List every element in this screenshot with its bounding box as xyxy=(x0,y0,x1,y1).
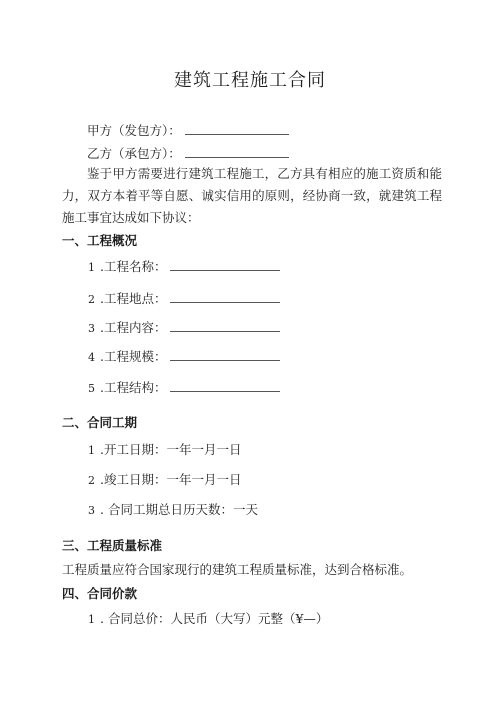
list-item: 1 .开工日期：一年一月一日 xyxy=(88,442,242,457)
contract-title: 建筑工程施工合同 xyxy=(174,70,326,91)
fill-blank xyxy=(170,258,280,271)
section-4-heading: 四、合同价款 xyxy=(62,586,138,601)
list-item: 3 . 合同工期总日历天数：一天 xyxy=(88,502,258,517)
list-item: 1 . 合同总价：人民币（大写）元整（¥—） xyxy=(88,611,329,626)
fill-blank xyxy=(170,379,280,392)
party-a-blank xyxy=(185,122,289,135)
fill-blank xyxy=(170,348,280,361)
list-item: 4 .工程规模： xyxy=(88,348,280,366)
section-1-heading: 一、工程概况 xyxy=(62,233,138,248)
fill-blank xyxy=(170,290,280,303)
list-item: 1 .工程名称： xyxy=(88,258,280,276)
section-2-heading: 二、合同工期 xyxy=(62,415,138,430)
preamble-paragraph: 鉴于甲方需要进行建筑工程施工，乙方具有相应的施工资质和能力，双方本着平等自愿、诚实信用的原则，经协商一致，就建筑工程施工事宜达成如下协议： xyxy=(62,166,442,225)
list-item: 3 .工程内容： xyxy=(88,319,280,337)
list-item: 5 .工程结构： xyxy=(88,379,280,397)
party-a-line xyxy=(87,122,289,139)
party-b-line xyxy=(87,145,289,162)
section-3-heading: 三、工程质量标准 xyxy=(62,538,163,553)
party-b-label: 乙方（承包方）： xyxy=(87,146,181,161)
party-a-label: 甲方（发包方）： xyxy=(87,123,181,138)
party-b-blank xyxy=(185,145,289,158)
fill-blank xyxy=(170,319,280,332)
section-3-body: 工程质量应符合国家现行的建筑工程质量标准，达到合格标准。 xyxy=(62,562,413,577)
list-item: 2 .竣工日期：一年一月一日 xyxy=(88,472,242,487)
list-item: 2 .工程地点： xyxy=(88,290,280,308)
